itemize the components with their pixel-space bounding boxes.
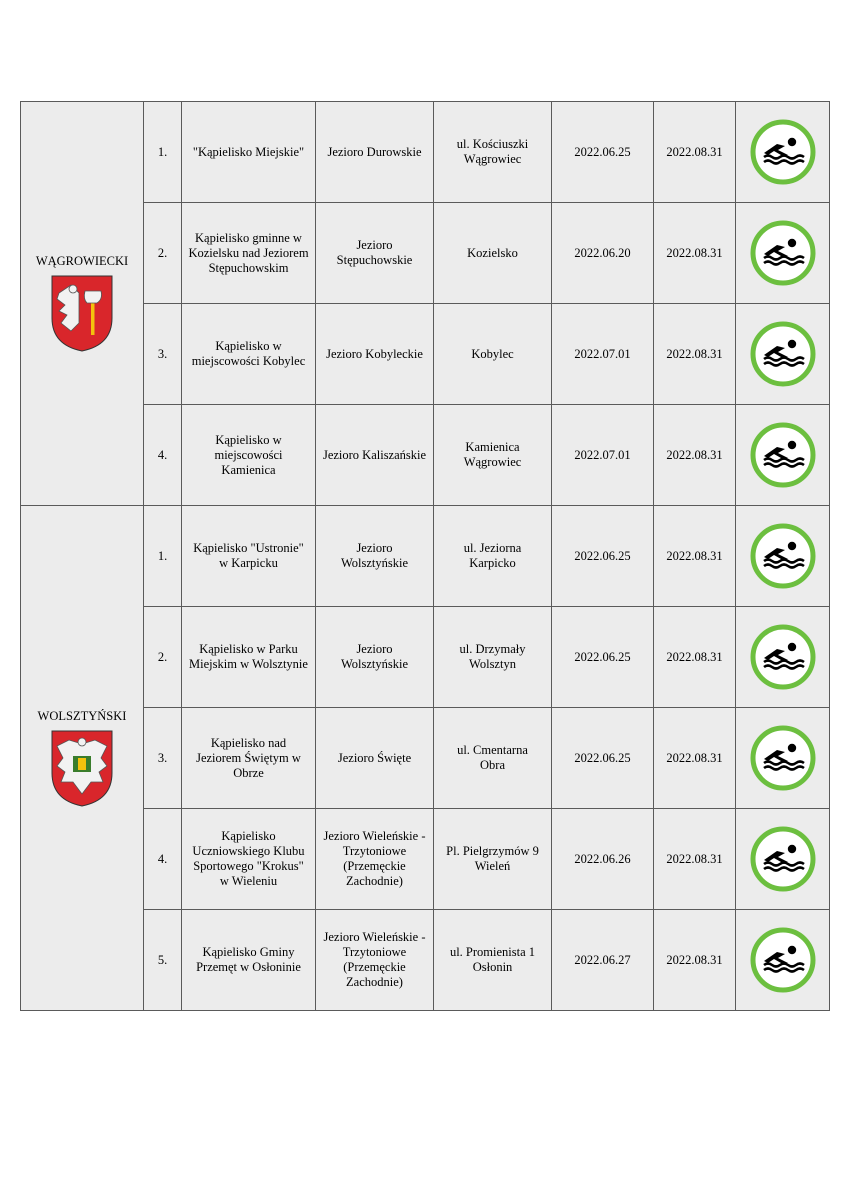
season-end-date-text: 2022.08.31 bbox=[666, 649, 723, 664]
bathing-site-name bbox=[182, 405, 316, 506]
row-number-text: 5. bbox=[157, 952, 168, 967]
table-row bbox=[21, 102, 830, 203]
bathing-site-name bbox=[182, 102, 316, 203]
water-body bbox=[316, 203, 434, 304]
season-start-date bbox=[552, 203, 654, 304]
season-start-date bbox=[552, 910, 654, 1011]
site-address bbox=[434, 607, 552, 708]
season-end-date bbox=[654, 304, 736, 405]
bathing-site-name bbox=[182, 809, 316, 910]
season-end-date bbox=[654, 506, 736, 607]
season-end-date bbox=[654, 405, 736, 506]
season-end-date-text: 2022.08.31 bbox=[666, 144, 723, 159]
site-address bbox=[434, 910, 552, 1011]
county-cell bbox=[21, 506, 144, 1011]
bathing-site-name-text: Kąpielisko w Parku Miejskim w Wolsztynie bbox=[189, 642, 308, 671]
bathing-site-name bbox=[182, 203, 316, 304]
row-number bbox=[144, 203, 182, 304]
row-number-text: 3. bbox=[157, 346, 168, 361]
status-icon-cell bbox=[736, 607, 830, 708]
season-start-date bbox=[552, 102, 654, 203]
season-start-date bbox=[552, 304, 654, 405]
season-end-date bbox=[654, 910, 736, 1011]
status-icon-cell bbox=[736, 203, 830, 304]
row-number bbox=[144, 506, 182, 607]
season-end-date-text: 2022.08.31 bbox=[666, 245, 723, 260]
swimming-icon bbox=[750, 119, 816, 185]
season-end-date-text: 2022.08.31 bbox=[666, 447, 723, 462]
site-address bbox=[434, 506, 552, 607]
swimming-icon bbox=[750, 422, 816, 488]
bathing-site-name bbox=[182, 910, 316, 1011]
site-address bbox=[434, 405, 552, 506]
season-start-date bbox=[552, 405, 654, 506]
site-address-text: ul. Cmentarna Obra bbox=[457, 743, 528, 772]
site-address-text: Kamienica Wągrowiec bbox=[463, 440, 522, 469]
season-start-date-text: 2022.06.25 bbox=[574, 750, 631, 765]
wolsztyn-coat-of-arms bbox=[49, 728, 115, 808]
season-start-date-text: 2022.07.01 bbox=[574, 447, 631, 462]
site-address-text: ul. Drzymały Wolsztyn bbox=[459, 642, 526, 671]
site-address-text: ul. Jeziorna Karpicko bbox=[463, 541, 522, 570]
water-body-text: Jezioro Wolsztyńskie bbox=[340, 541, 409, 570]
county-cell bbox=[21, 102, 144, 506]
site-address bbox=[434, 809, 552, 910]
status-icon-cell bbox=[736, 304, 830, 405]
status-icon-cell bbox=[736, 809, 830, 910]
water-body bbox=[316, 405, 434, 506]
site-address-text: Kobylec bbox=[471, 346, 514, 361]
season-start-date-text: 2022.07.01 bbox=[574, 346, 631, 361]
swimming-icon bbox=[750, 826, 816, 892]
bathing-site-name bbox=[182, 607, 316, 708]
water-body bbox=[316, 102, 434, 203]
swimming-icon bbox=[750, 523, 816, 589]
site-address-text: Pl. Pielgrzymów 9 Wieleń bbox=[446, 844, 539, 873]
season-start-date bbox=[552, 809, 654, 910]
season-end-date bbox=[654, 809, 736, 910]
season-start-date-text: 2022.06.25 bbox=[574, 144, 631, 159]
status-icon-cell bbox=[736, 102, 830, 203]
bathing-site-name-text: Kąpielisko Uczniowskiego Klubu Sportowego "Krokus" w Wieleniu bbox=[192, 829, 305, 888]
season-start-date-text: 2022.06.20 bbox=[574, 245, 631, 260]
status-icon-cell bbox=[736, 910, 830, 1011]
bathing-site-name-text: Kąpielisko w miejscowości Kobylec bbox=[191, 339, 306, 368]
swimming-icon bbox=[750, 321, 816, 387]
row-number bbox=[144, 607, 182, 708]
status-icon-cell bbox=[736, 506, 830, 607]
water-body-text: Jezioro Kobyleckie bbox=[326, 346, 423, 361]
swimming-icon bbox=[750, 624, 816, 690]
swimming-icon bbox=[750, 725, 816, 791]
row-number bbox=[144, 910, 182, 1011]
season-end-date-text: 2022.08.31 bbox=[666, 952, 723, 967]
site-address bbox=[434, 304, 552, 405]
site-address bbox=[434, 708, 552, 809]
water-body-text: Jezioro Stępuchowskie bbox=[336, 238, 413, 267]
water-body bbox=[316, 809, 434, 910]
bathing-site-name-text: Kąpielisko w miejscowości Kamienica bbox=[214, 432, 283, 477]
water-body bbox=[316, 304, 434, 405]
season-end-date-text: 2022.08.31 bbox=[666, 851, 723, 866]
bathing-site-name bbox=[182, 708, 316, 809]
bathing-site-name bbox=[182, 304, 316, 405]
season-start-date bbox=[552, 607, 654, 708]
row-number-text: 2. bbox=[157, 649, 168, 664]
season-start-date bbox=[552, 708, 654, 809]
water-body-text: Jezioro Durowskie bbox=[327, 144, 422, 159]
season-end-date-text: 2022.08.31 bbox=[666, 750, 723, 765]
season-start-date bbox=[552, 506, 654, 607]
season-end-date bbox=[654, 203, 736, 304]
water-body-text: Jezioro Wieleńskie - Trzytoniowe (Przemęckie Zachodnie) bbox=[323, 930, 426, 989]
row-number bbox=[144, 809, 182, 910]
row-number-text: 2. bbox=[157, 245, 168, 260]
water-body bbox=[316, 910, 434, 1011]
water-body bbox=[316, 607, 434, 708]
row-number-text: 1. bbox=[157, 144, 168, 159]
season-start-date-text: 2022.06.25 bbox=[574, 548, 631, 563]
row-number-text: 4. bbox=[157, 447, 168, 462]
bathing-site-name-text: Kąpielisko Gminy Przemęt w Osłoninie bbox=[196, 945, 301, 974]
status-icon-cell bbox=[736, 708, 830, 809]
row-number bbox=[144, 405, 182, 506]
season-end-date bbox=[654, 102, 736, 203]
swimming-icon bbox=[750, 927, 816, 993]
site-address bbox=[434, 203, 552, 304]
water-body bbox=[316, 708, 434, 809]
water-body-text: Jezioro Święte bbox=[337, 750, 412, 765]
water-body-text: Jezioro Wieleńskie - Trzytoniowe (Przemęckie Zachodnie) bbox=[323, 829, 426, 888]
row-number-text: 3. bbox=[157, 750, 168, 765]
water-body bbox=[316, 506, 434, 607]
bathing-site-name-text: Kąpielisko nad Jeziorem Świętym w Obrze bbox=[196, 735, 301, 780]
wagrowiec-coat-of-arms bbox=[49, 273, 115, 353]
water-body-text: Jezioro Kaliszańskie bbox=[322, 447, 427, 462]
bathing-sites-table bbox=[20, 101, 830, 1011]
county-name: WĄGROWIECKI bbox=[35, 254, 129, 268]
bathing-site-name-text: Kąpielisko gminne w Kozielsku nad Jeziorem Stępuchowskim bbox=[188, 230, 309, 275]
bathing-site-name-text: "Kąpielisko Miejskie" bbox=[192, 144, 305, 159]
bathing-site-name bbox=[182, 506, 316, 607]
bathing-site-name-text: Kąpielisko "Ustronie" w Karpicku bbox=[193, 541, 304, 570]
season-end-date bbox=[654, 607, 736, 708]
season-end-date-text: 2022.08.31 bbox=[666, 548, 723, 563]
site-address bbox=[434, 102, 552, 203]
site-address-text: Kozielsko bbox=[467, 245, 518, 260]
county-name: WOLSZTYŃSKI bbox=[37, 708, 127, 723]
row-number-text: 1. bbox=[157, 548, 168, 563]
season-start-date-text: 2022.06.25 bbox=[574, 649, 631, 664]
site-address-text: ul. Promienista 1 Osłonin bbox=[449, 945, 536, 974]
season-start-date-text: 2022.06.26 bbox=[574, 851, 631, 866]
season-end-date-text: 2022.08.31 bbox=[666, 346, 723, 361]
site-address-text: ul. Kościuszki Wągrowiec bbox=[456, 137, 529, 166]
table-row bbox=[21, 506, 830, 607]
row-number bbox=[144, 708, 182, 809]
season-end-date bbox=[654, 708, 736, 809]
row-number bbox=[144, 102, 182, 203]
swimming-icon bbox=[750, 220, 816, 286]
water-body-text: Jezioro Wolsztyńskie bbox=[340, 642, 409, 671]
status-icon-cell bbox=[736, 405, 830, 506]
row-number bbox=[144, 304, 182, 405]
season-start-date-text: 2022.06.27 bbox=[574, 952, 631, 967]
row-number-text: 4. bbox=[157, 851, 168, 866]
